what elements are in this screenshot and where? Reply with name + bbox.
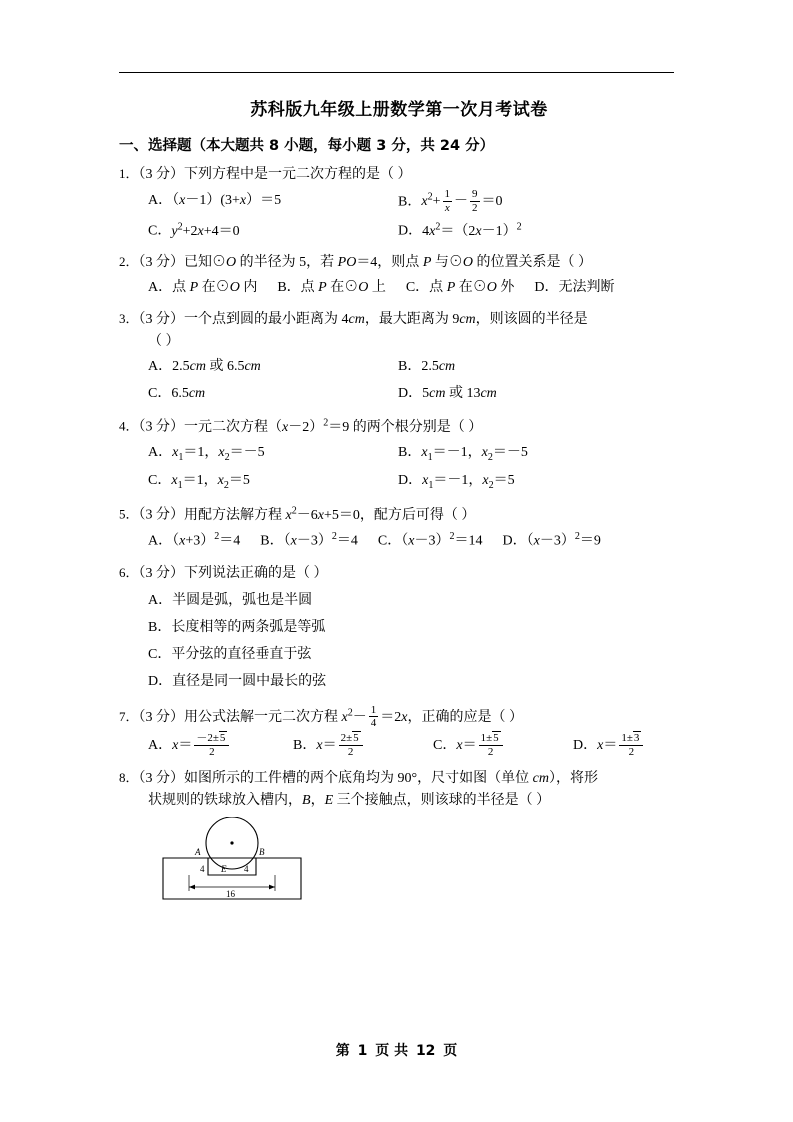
- question-1-number: 1．: [119, 166, 139, 181]
- question-8-score: （3 分）: [138, 770, 185, 786]
- question-5-option-b: B．$(x-3)^2=4$: [260, 531, 358, 550]
- question-5-options: [119, 528, 679, 553]
- question-8-stem: [119, 768, 679, 790]
- question-4-number: 4．: [119, 418, 139, 434]
- question-8-text-line1: 如图所示的工件槽的两个底角均为 90°，尺寸如图（单位 cm），将形: [184, 770, 598, 786]
- question-7-options: [119, 733, 679, 759]
- section-title-choice: 一、选择题（本大题共 8 小题，每小题 3 分，共 24 分）: [119, 138, 495, 154]
- question-7-option-c: C．x＝ $\frac{1\pm 5}{2}$: [433, 733, 573, 759]
- question-3-option-a: A．2.5cm 或 6.5cm: [148, 359, 261, 375]
- figure-label-e: E: [221, 864, 227, 875]
- question-6-score: （3 分）: [138, 565, 185, 581]
- question-1-option-b: B．$x^2+$ $\frac{1}{x}$ － $\frac{9}{2}$ ＝0: [398, 188, 503, 214]
- question-3: [119, 309, 679, 406]
- question-1-options-row-1: [119, 189, 679, 215]
- question-4-stem: [119, 415, 679, 438]
- question-4-text: 一元二次方程$(x-2)^2=9$ 的两个根分别是（ ）: [184, 416, 483, 435]
- question-6: [119, 563, 679, 696]
- q1-b-expr: $x^2+$ $\frac{1}{x}$ － $\frac{9}{2}$ ＝0: [421, 188, 503, 214]
- footer-middle: 页: [375, 1043, 390, 1059]
- question-4-option-a: A．$x_1=1$，$x_2=-5$: [148, 445, 265, 463]
- question-2-option-b: B．点 P 在⊙O 上: [277, 280, 386, 296]
- question-2-number: 2．: [119, 254, 139, 270]
- q1-a-expr: （x－1）(3+x）＝5: [172, 192, 282, 208]
- question-6-number: 6．: [119, 564, 139, 580]
- question-2-options: [119, 276, 679, 300]
- question-4-options-row-2: [119, 469, 679, 494]
- question-1-score: （3 分）: [138, 167, 185, 182]
- question-4-score: （3 分）: [138, 419, 185, 435]
- question-2-stem: [119, 252, 679, 274]
- question-7-text: 用公式法解一元二次方程 $x^2-$ $\frac{1}{4}$ ＝2x，正确的应是（ ）: [184, 703, 523, 730]
- question-8: [119, 768, 679, 912]
- figure-label-a: A: [195, 847, 201, 858]
- header-rule: [119, 72, 674, 73]
- question-5-option-a: A．$(x+3)^2=4$: [148, 531, 241, 550]
- q1-c-expr: $y^2+2x+4=0$: [171, 220, 240, 239]
- question-7-option-b: B．x＝ $\frac{2\pm 5}{2}$: [293, 733, 433, 759]
- question-6-option-d: D．直径是同一圆中最长的弦: [148, 674, 327, 690]
- question-2-text: 已知⊙O 的半径为 5，若 PO＝4，则点 P 与⊙O 的位置关系是（ ）: [184, 255, 592, 271]
- footer-suffix: 页: [443, 1043, 458, 1059]
- question-7-score: （3 分）: [138, 709, 185, 725]
- question-6-option-a: A．半圆是弧，弧也是半圆: [148, 592, 313, 608]
- question-7-number: 7．: [119, 708, 139, 724]
- question-4-option-d: D．$x_1=-1$，$x_2=5$: [398, 473, 515, 491]
- question-5: [119, 503, 679, 554]
- footer-of: 共: [394, 1043, 409, 1059]
- question-3-score: （3 分）: [138, 311, 185, 327]
- q1-d-expr: $4x^2=(2x-1)^2$: [422, 220, 522, 239]
- question-3-options-row-1: [119, 355, 679, 379]
- page-content: [119, 95, 679, 921]
- question-3-number: 3．: [119, 310, 139, 326]
- question-1-text: 下列方程中是一元二次方程的是（ ）: [184, 167, 412, 182]
- question-6-option-c: C．平分弦的直径垂直于弦: [148, 647, 312, 663]
- footer-page-number: 1: [357, 1043, 368, 1059]
- question-4-options-row-1: [119, 441, 679, 466]
- question-2-option-d: D．无法判断: [534, 280, 615, 296]
- question-3-options-row-2: [119, 382, 679, 406]
- question-3-stem: [119, 309, 679, 331]
- question-7-option-d: D．x＝ $\frac{1\pm 3}{2}$: [573, 733, 693, 759]
- question-5-stem: [119, 503, 679, 526]
- question-6-text: 下列说法正确的是（ ）: [184, 565, 328, 581]
- question-2-option-c: C．点 P 在⊙O 外: [405, 280, 515, 296]
- question-5-option-c: C．$(x-3)^2=14$: [377, 531, 483, 550]
- question-1-option-d: D．$4x^2=(2x-1)^2$: [398, 220, 522, 239]
- workpiece-groove-diagram: [155, 817, 315, 915]
- figure-dim-left: 4: [200, 864, 205, 875]
- question-4: [119, 415, 679, 494]
- question-5-number: 5．: [119, 506, 139, 522]
- page-title: 苏科版九年级上册数学第一次月考试卷: [250, 100, 548, 120]
- question-3-option-d: D．5cm 或 13cm: [398, 386, 497, 402]
- question-4-option-b: B．$x_1=-1$，$x_2=-5$: [398, 445, 528, 463]
- question-5-text: 用配方法解方程 $x^2-6x+5=0$，配方后可得（ ）: [184, 505, 476, 523]
- question-6-stem: [119, 563, 679, 585]
- question-1: [119, 164, 679, 243]
- question-3-text: 一个点到圆的最小距离为 4cm，最大距离为 9cm，则该圆的半径是: [184, 311, 588, 327]
- figure-label-b: B: [259, 847, 265, 858]
- question-2: [119, 252, 679, 299]
- question-6-option-b: B．长度相等的两条弧是等弧: [148, 619, 326, 635]
- question-5-score: （3 分）: [138, 507, 185, 523]
- figure-dim-right: 4: [244, 864, 249, 875]
- question-1-stem: [119, 164, 679, 186]
- question-1-option-c: C．$y^2+2x+4=0$: [148, 220, 240, 239]
- question-8-text-line2: 状规则的铁球放入槽内，B，E 三个接触点，则该球的半径是（ ）: [148, 792, 551, 808]
- footer-total-pages: 12: [415, 1043, 436, 1059]
- question-1-options-row-2: [119, 218, 679, 243]
- question-7-stem: [119, 705, 679, 731]
- question-3-option-b: B．2.5cm: [398, 359, 456, 375]
- question-1-option-a: A．（x－1）(3+x）＝5: [148, 192, 282, 208]
- page-footer: [0, 1040, 793, 1060]
- question-8-number: 8．: [119, 769, 139, 785]
- question-5-option-d: D．$(x-3)^2=9$: [502, 531, 601, 550]
- question-6-options: [119, 587, 679, 696]
- question-8-figure: [155, 817, 315, 912]
- question-2-option-a: A．点 P 在⊙O 内: [148, 280, 258, 296]
- figure-dim-bottom: 16: [226, 889, 235, 900]
- question-7-option-a: A．x＝ $\frac{-2\pm 5}{2}$: [148, 733, 293, 759]
- question-4-option-c: C．$x_1=1$，$x_2=5$: [148, 473, 250, 491]
- question-3-option-c: C．6.5cm: [148, 386, 206, 402]
- question-3-stem-cont: （ ）: [148, 333, 180, 349]
- question-2-score: （3 分）: [138, 255, 185, 271]
- footer-prefix: 第: [335, 1043, 350, 1059]
- question-7: [119, 705, 679, 759]
